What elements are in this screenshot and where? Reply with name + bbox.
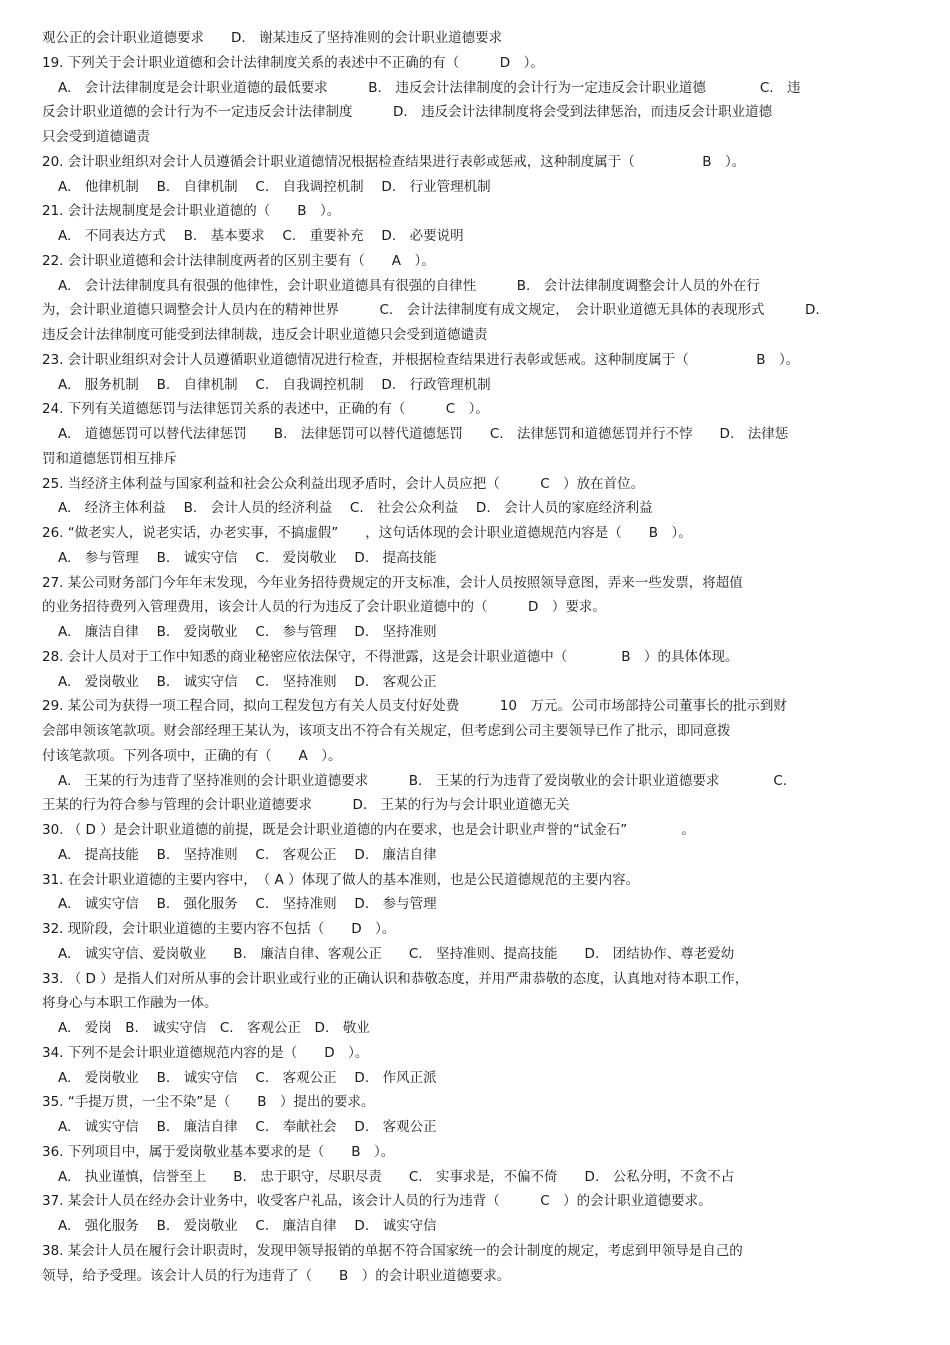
text-line: 28. 会计人员对于工作中知悉的商业秘密应依法保守，不得泄露，这是会计职业道德中（ B ）的具体体现。 xyxy=(42,648,739,665)
option-line: A. 廉洁自律 B. 爱岗敬业 C. 参与管理 D. 坚持准则 xyxy=(58,624,437,640)
option-line: A. 诚实守信、爱岗敬业 B. 廉洁自律、客观公正 C. 坚持准则、提高技能 D. 团结协作、尊老爱幼 xyxy=(58,945,735,962)
text-line: 领导，给予受理。该会计人员的行为违背了（ B ）的会计职业道德要求。 xyxy=(42,1267,511,1284)
option-line: A. 爱岗敬业 B. 诚实守信 C. 客观公正 D. 作风正派 xyxy=(58,1069,437,1086)
text-line: 32. 现阶段，会计职业道德的主要内容不包括（ D ）。 xyxy=(42,921,396,937)
option-line: A. 参与管理 B. 诚实守信 C. 爱岗敬业 D. 提高技能 xyxy=(58,549,437,566)
text-line: 为，会计职业道德只调整会计人员内在的精神世界 C. 会计法律制度有成文规定， 会计职业道德无具体的表现形式 D. xyxy=(42,302,820,319)
option-line: A. 王某的行为违背了坚持准则的会计职业道德要求 B. 王某的行为违背了爱岗敬业的会计职业道德要求 C. xyxy=(58,772,788,789)
text-line: 违反会计法律制度可能受到法律制裁，违反会计职业道德只会受到道德谴责 xyxy=(42,327,488,343)
text-line: 37. 某会计人员在经办会计业务中，收受客户礼品，该会计人员的行为违背（ C ）的会计职业道德要求。 xyxy=(42,1193,712,1210)
option-line: A. 会计法律制度具有很强的他律性，会计职业道德具有很强的自律性 B. 会计法律制度调整会计人员的外在行 xyxy=(58,277,760,294)
option-line: A. 他律机制 B. 自律机制 C. 自我调控机制 D. 行业管理机制 xyxy=(58,178,491,195)
option-line: A. 道德惩罚可以替代法律惩罚 B. 法律惩罚可以替代道德惩罚 C. 法律惩罚和道德惩罚并行不悖 D. 法律惩 xyxy=(58,426,789,442)
option-line: A. 经济主体利益 B. 会计人员的经济利益 C. 社会公众利益 D. 会计人员的家庭经济利益 xyxy=(58,500,653,517)
text-line: 22. 会计职业道德和会计法律制度两者的区别主要有（ A ）。 xyxy=(42,252,435,269)
option-line: A. 诚实守信 B. 廉洁自律 C. 奉献社会 D. 客观公正 xyxy=(58,1119,437,1135)
text-line: 34. 下列不是会计职业道德规范内容的是（ D ）。 xyxy=(42,1044,369,1061)
option-line: A. 爱岗敬业 B. 诚实守信 C. 坚持准则 D. 客观公正 xyxy=(58,673,437,690)
text-line: 付该笔款项。下列各项中，正确的有（ A ）。 xyxy=(42,747,342,764)
text-line: 25. 当经济主体利益与国家利益和社会公众利益出现矛盾时，会计人员应把（ C ）放在首位。 xyxy=(42,475,645,492)
text-line: 只会受到道德谴责 xyxy=(42,129,150,145)
option-line: A. 诚实守信 B. 强化服务 C. 坚持准则 D. 参与管理 xyxy=(58,896,437,913)
document-text xyxy=(42,26,908,1288)
text-line: 的业务招待费列入管理费用，该会计人员的行为违反了会计职业道德中的（ D ）要求。 xyxy=(42,599,606,616)
text-line: 27. 某公司财务部门今年年末发现，今年业务招待费规定的开支标准，会计人员按照领导意图，弄来一些发票，将超值 xyxy=(42,574,743,591)
option-line: A. 执业谨慎，信誉至上 B. 忠于职守，尽职尽责 C. 实事求是，不偏不倚 D. 公私分明，不贪不占 xyxy=(58,1168,735,1185)
option-line: A. 服务机制 B. 自律机制 C. 自我调控机制 D. 行政管理机制 xyxy=(58,376,491,393)
option-line: A. 强化服务 B. 爱岗敬业 C. 廉洁自律 D. 诚实守信 xyxy=(58,1218,437,1234)
text-line: 王某的行为符合参与管理的会计职业道德要求 D. 王某的行为与会计职业道德无关 xyxy=(42,797,570,814)
text-line: 反会计职业道德的会计行为不一定违反会计法律制度 D. 违反会计法律制度将会受到法律惩治，而违反会计职业道德 xyxy=(42,104,773,121)
text-line: 21. 会计法规制度是会计职业道德的（ B ）。 xyxy=(42,203,341,220)
text-line: 观公正的会计职业道德要求 D. 谢某违反了坚持准则的会计职业道德要求 xyxy=(42,30,503,46)
text-line: 20. 会计职业组织对会计人员遵循会计职业道德情况根据检查结果进行表彰或惩戒，这种制度属于（ B ）。 xyxy=(42,153,746,170)
text-line: 将身心与本职工作融为一体。 xyxy=(42,995,218,1012)
option-line: A. 会计法律制度是会计职业道德的最低要求 B. 违反会计法律制度的会计行为一定违反会计职业道德 C. 违 xyxy=(58,79,801,96)
text-line: 罚和道德惩罚相互排斥 xyxy=(42,450,177,467)
text-line: 38. 某会计人员在履行会计职责时，发现甲领导报销的单据不符合国家统一的会计制度的规定，考虑到甲领导是自己的 xyxy=(42,1242,743,1259)
text-line: 26. “做老实人，说老实话，办老实事，不搞虚假” ，这句话体现的会计职业道德规范内容是（ B ）。 xyxy=(42,525,692,541)
text-line: 24. 下列有关道德惩罚与法律惩罚关系的表述中，正确的有（ C ）。 xyxy=(42,401,489,418)
text-line: 19. 下列关于会计职业道德和会计法律制度关系的表述中不正确的有（ D ）。 xyxy=(42,54,544,71)
option-line: A. 提高技能 B. 坚持准则 C. 客观公正 D. 廉洁自律 xyxy=(58,846,437,863)
text-line: 30. （ D ）是会计职业道德的前提，既是会计职业道德的内在要求，也是会计职业声誉的“试金石” 。 xyxy=(42,822,695,838)
option-line: A. 爱岗 B. 诚实守信 C. 客观公正 D. 敬业 xyxy=(58,1020,370,1036)
text-line: 36. 下列项目中，属于爱岗敬业基本要求的是（ B ）。 xyxy=(42,1143,395,1160)
text-line: 31. 在会计职业道德的主要内容中， （ A ）体现了做人的基本准则，也是公民道德规范的主要内容。 xyxy=(42,871,640,888)
text-line: 29. 某公司为获得一项工程合同，拟向工程发包方有关人员支付好处费 10 万元。公司市场部持公司董事长的批示到财 xyxy=(42,698,787,715)
text-line: 会部申领该笔款项。财会部经理王某认为，该项支出不符合有关规定，但考虑到公司主要领导已作了批示，即同意拨 xyxy=(42,723,731,739)
text-line: 33. （ D ）是指人们对所从事的会计职业或行业的正确认识和恭敬态度，并用严肃恭敬的态度，认真地对待本职工作， xyxy=(42,970,749,987)
text-line: 23. 会计职业组织对会计人员遵循职业道德情况进行检查，并根据检查结果进行表彰或惩戒。这种制度属于（ B ）。 xyxy=(42,351,800,368)
text-line: 35. “手提万贯，一尘不染”是（ B ）提出的要求。 xyxy=(42,1094,375,1111)
option-line: A. 不同表达方式 B. 基本要求 C. 重要补充 D. 必要说明 xyxy=(58,228,464,244)
